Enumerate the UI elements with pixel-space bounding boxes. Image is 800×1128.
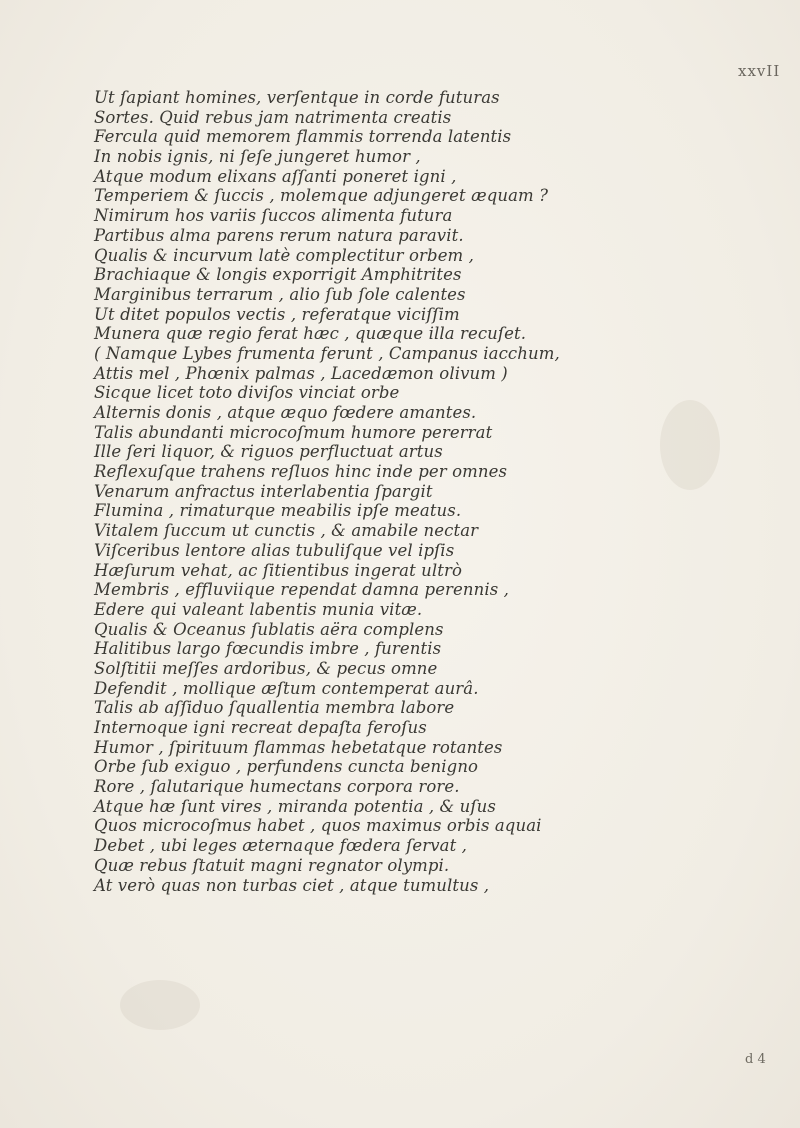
poem-line: Halitibus largo fœcundis imbre , furentis [94,639,442,659]
poem-line: At verò quas non turbas ciet , atque tumultus , [94,875,490,895]
poem-line: Quæ rebus ſtatuit magni regnator olympi. [94,855,450,875]
poem-line: ( Namque Lybes frumenta ferunt , Campanus iacchum, [94,343,560,363]
poem-line: Venarum anfractus interlabentia ſpargit [94,481,433,501]
poem-line: Internoque igni recreat depaſta feroſus [94,718,427,737]
poem-line: Quos microcoſmus habet , quos maximus orbis aquai [94,816,542,836]
poem-line: Edere qui valeant labentis munia vitæ. [94,599,423,619]
poem-line: Humor , ſpirituum flammas hebetatque rotantes [94,737,503,757]
poem-line: Sicque licet toto diviſos vinciat orbe [94,383,400,403]
poem-line: Brachiaque & longis exporrigit Amphitrites [94,265,462,285]
poem-line: Reflexuſque trahens reſluos hinc inde per omnes [94,462,508,482]
poem-line: Vitalem ſuccum ut cunctis , & amabile nectar [94,521,479,541]
poem-line: Hæſurum vehat, ac ſitientibus ingerat ultrò [94,560,463,580]
poem-line: Defendit , mollique æſtum contemperat aurâ. [94,678,479,698]
catchword: d 4 [745,1052,766,1067]
poem-line: Membris , effluviique rependat damna perennis , [94,580,509,600]
poem-line: Rore , ſalutarique humectans corpora rore. [94,777,460,797]
poem-line: Flumina , rimaturque meabilis ipſe meatus. [94,501,462,521]
poem-line: Orbe ſub exiguo , perfundens cuncta benigno [94,757,479,777]
poem-line: Talis ab aſſiduo ſquallentia membra labore [94,698,455,718]
paper-stain [120,980,200,1030]
poem-line: Alternis donis , atque æquo fœdere amantes. [94,403,477,422]
poem-line: Qualis & incurvum latè complectitur orbem , [94,245,474,265]
poem-line: Temperiem & ſuccis , molemque adjungeret æquam ? [94,186,549,206]
poem-line: Ille ſeri liquor, & riguos perfluctuat artus [94,442,443,462]
poem-line: Atque modum elixans aſſanti poneret igni , [94,166,457,186]
poem-line: Marginibus terrarum , alio ſub ſole calentes [94,284,466,304]
poem-line: Solſtitii meſſes ardoribus, & pecus omne [94,658,438,678]
poem-line: Munera quæ regio ferat hæc , quæque illa recuſet. [94,324,527,344]
page-number: xxvII [738,62,781,80]
poem-line: Viſceribus lentore alias tubuliſque vel ipſis [94,540,455,560]
poem-line: Qualis & Oceanus ſublatis aëra complens [94,619,444,639]
poem-line: Partibus alma parens rerum natura paravit. [94,225,464,245]
poem-line: In nobis ignis, ni ſeſe jungeret humor , [94,147,421,167]
poem-line: Nimirum hos variis ſuccos alimenta futura [94,206,453,226]
poem-line: Debet , ubi leges æternaque fœdera ſervat , [94,836,467,856]
poem-line: Sortes. Quid rebus jam natrimenta creatis [94,107,452,127]
poem-line: Ut ſapiant homines, verſentque in corde futuras [94,88,500,107]
poem-line: Ut ditet populos vectis , referatque viciſſim [94,304,460,324]
poem-text [94,88,784,895]
poem-line: Talis abundanti microcoſmum humore pererrat [94,422,493,442]
poem-line: Atque hæ ſunt vires , miranda potentia , & uſus [94,796,496,816]
poem-line: Attis mel , Phœnix palmas , Lacedæmon olivum ) [94,363,508,383]
poem-line: Fercula quid memorem flammis torrenda latentis [94,127,512,147]
